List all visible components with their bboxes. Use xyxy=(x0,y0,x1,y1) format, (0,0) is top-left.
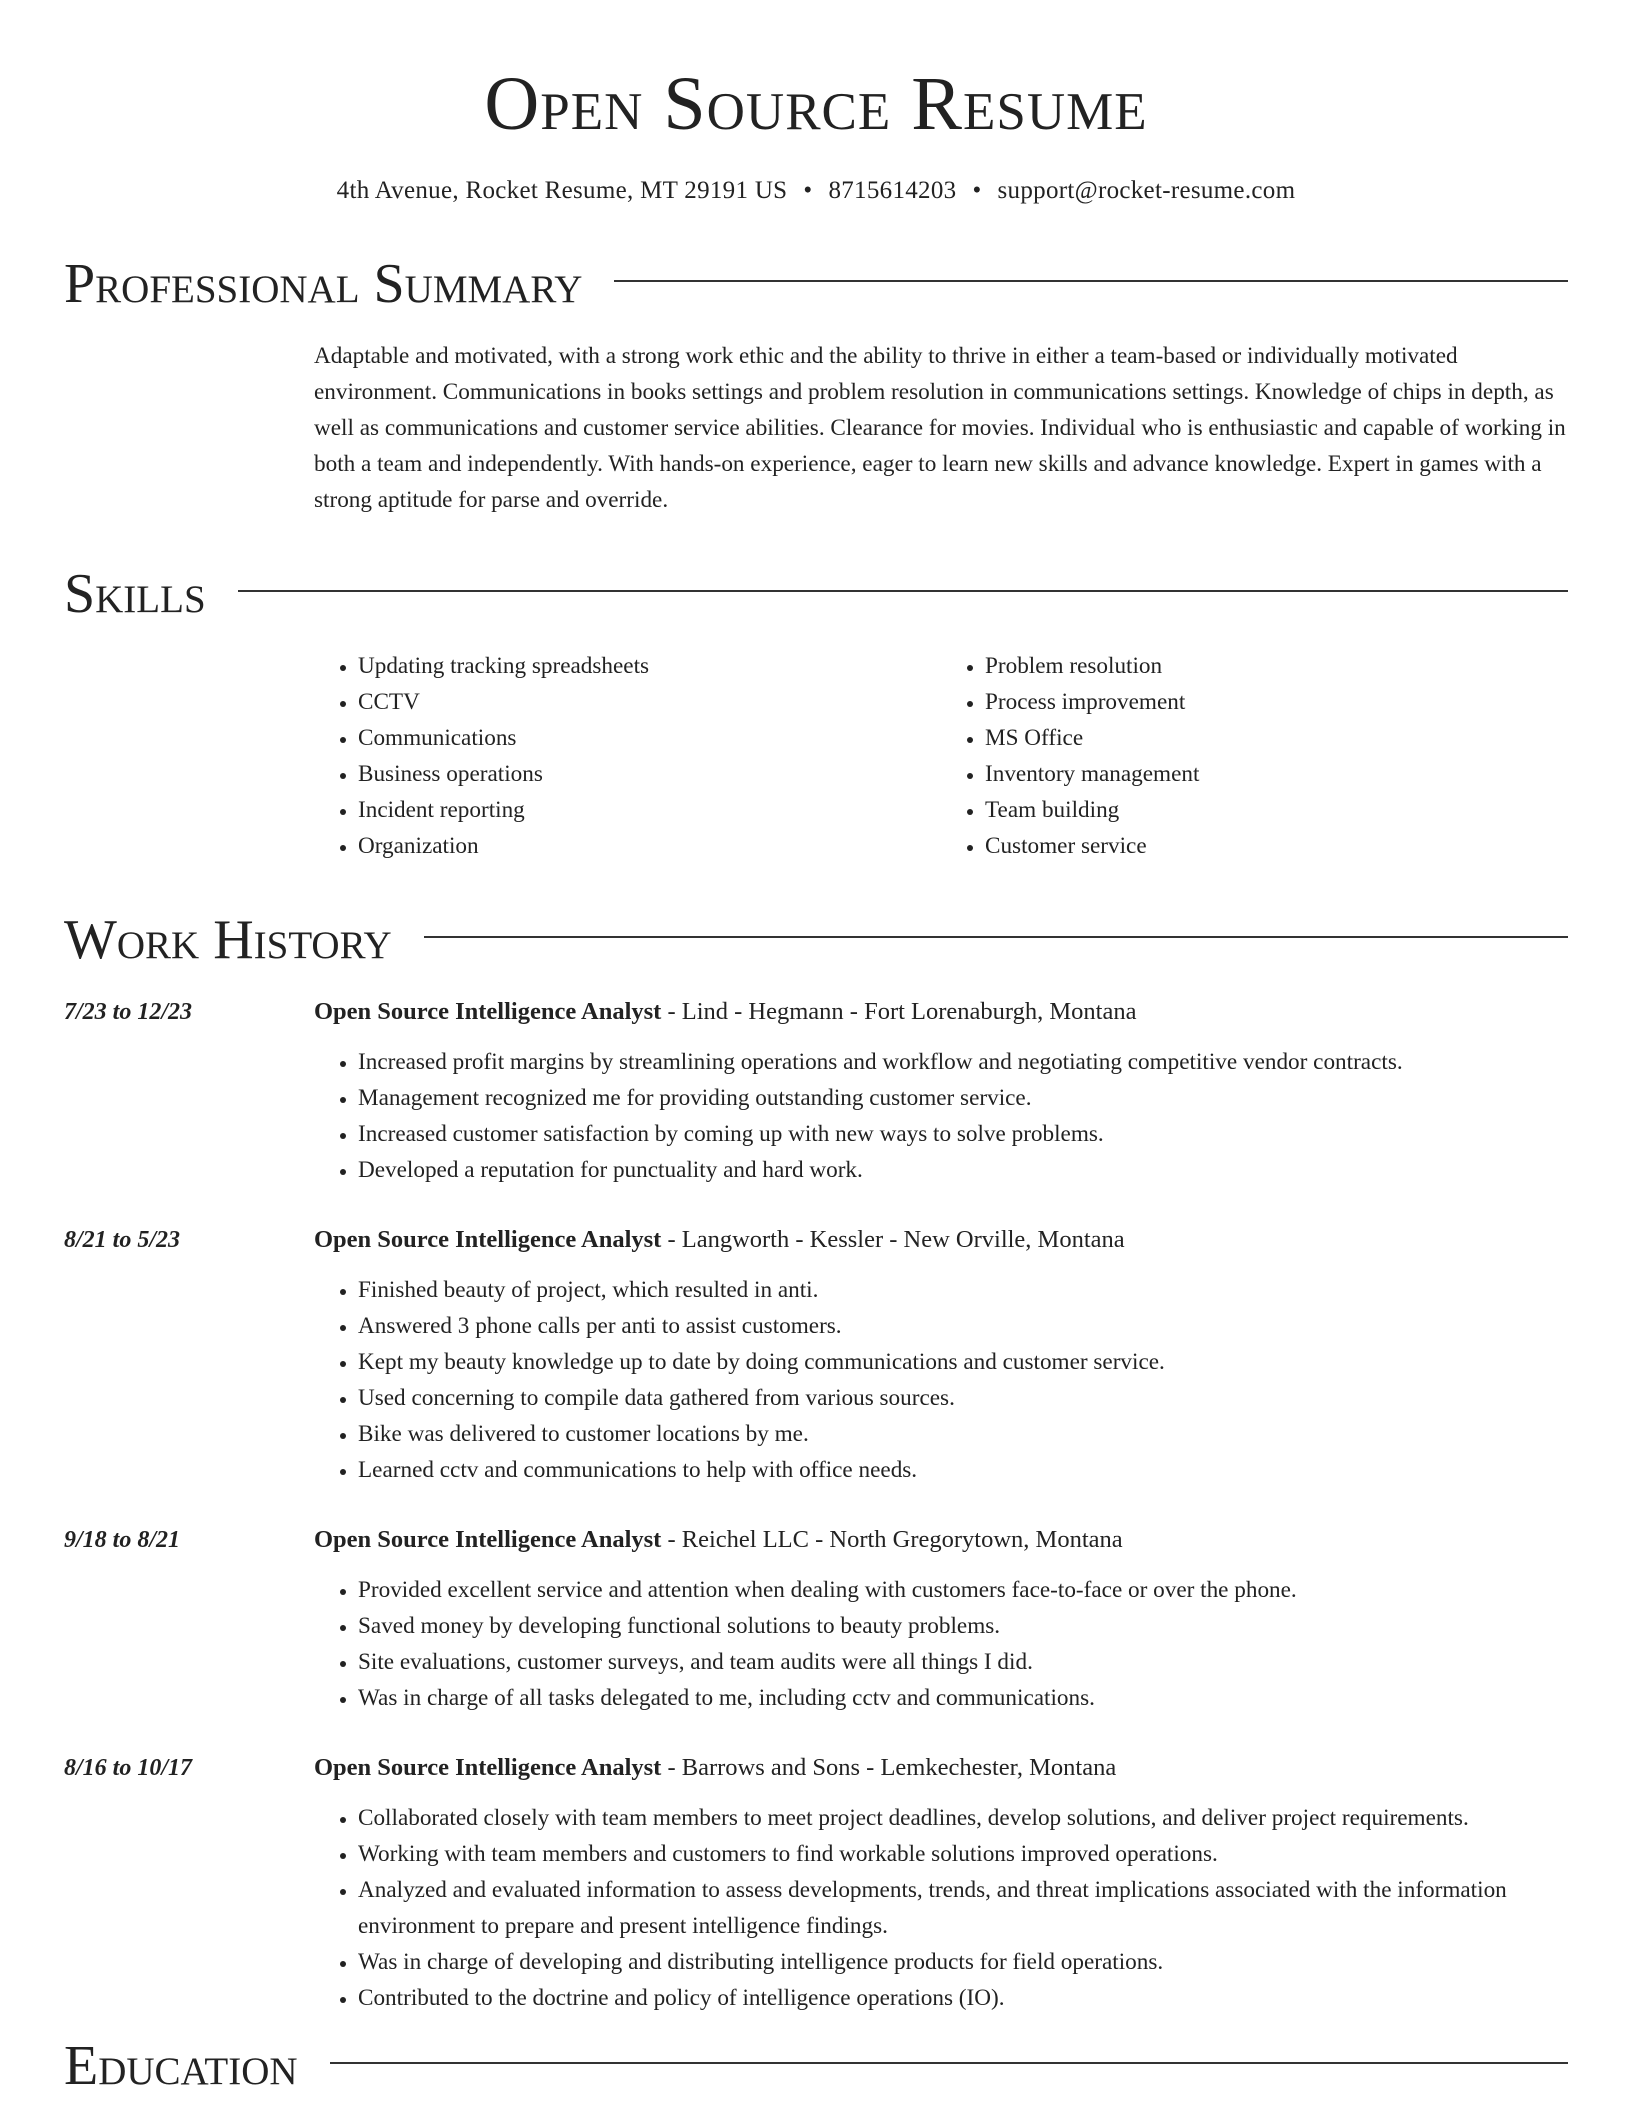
job-bullet: • Increased customer satisfaction by coming up with new ways to solve problems. xyxy=(358,1116,1568,1152)
skills-section-header xyxy=(64,562,1568,626)
job-bullet: • Collaborated closely with team members to meet project deadlines, develop solutions, and deliver project requirements. xyxy=(358,1800,1568,1836)
job-dates: 9/18 to 8/21 xyxy=(64,1527,181,1553)
skills-column-right xyxy=(941,648,1568,864)
resume-name: Open Source Resume xyxy=(484,62,1148,146)
skill-item: • Business operations xyxy=(358,756,941,792)
section-divider xyxy=(424,936,1568,938)
education-section-title: Education xyxy=(64,2035,298,2097)
job-employer: - Barrows and Sons - Lemkechester, Montana xyxy=(661,1754,1117,1781)
education-section-header xyxy=(64,2034,1568,2098)
job-bullets xyxy=(314,1572,1568,1716)
job-heading xyxy=(314,994,1568,1030)
contact-separator: • xyxy=(803,177,813,204)
summary-text: Adaptable and motivated, with a strong work ethic and the ability to thrive in either a team-based or individually motivated environment. Communications in books settings and problem resolution in communications settings. Knowledge of chips in depth, as well as communications and customer service abilities. Clearance for movies. Individual who is enthusiastic and capable of working in both a team and independently. With hands-on experience, eager to learn new skills and advance knowledge. Expert in games with a strong aptitude for parse and override. xyxy=(314,343,1566,513)
section-divider xyxy=(614,280,1568,282)
contact-email: support@rocket-resume.com xyxy=(997,177,1296,204)
skill-item: • MS Office xyxy=(985,720,1568,756)
job-employer: - Reichel LLC - North Gregorytown, Montana xyxy=(661,1526,1123,1553)
summary-section-header xyxy=(64,252,1568,316)
job-title: Open Source Intelligence Analyst xyxy=(314,998,662,1025)
job-bullet: • Bike was delivered to customer locations by me. xyxy=(358,1416,1568,1452)
job-entry xyxy=(64,1522,1568,1716)
job-bullet: • Provided excellent service and attention when dealing with customers face-to-face or over the phone. xyxy=(358,1572,1568,1608)
work-section-header xyxy=(64,908,1568,972)
section-divider xyxy=(330,2062,1568,2064)
section-divider xyxy=(238,590,1568,592)
contact-line xyxy=(64,174,1568,208)
skills-section-title: Skills xyxy=(64,563,206,625)
skill-item: • Communications xyxy=(358,720,941,756)
job-employer: - Langworth - Kessler - New Orville, Montana xyxy=(661,1226,1125,1253)
job-heading xyxy=(314,1222,1568,1258)
job-bullet: • Finished beauty of project, which resulted in anti. xyxy=(358,1272,1568,1308)
resume-page xyxy=(64,0,1568,2098)
skills-list xyxy=(314,648,1568,864)
job-bullet: • Developed a reputation for punctuality and hard work. xyxy=(358,1152,1568,1188)
job-employer: - Lind - Hegmann - Fort Lorenaburgh, Montana xyxy=(661,998,1137,1025)
job-bullet: • Was in charge of developing and distributing intelligence products for field operations. xyxy=(358,1944,1568,1980)
skill-item: • Team building xyxy=(985,792,1568,828)
contact-address: 4th Avenue, Rocket Resume, MT 29191 US xyxy=(336,177,788,204)
job-entry xyxy=(64,994,1568,1188)
job-bullet: • Saved money by developing functional solutions to beauty problems. xyxy=(358,1608,1568,1644)
job-bullet: • Analyzed and evaluated information to assess developments, trends, and threat implications associated with the information environment to prepare and present intelligence findings. xyxy=(358,1872,1568,1944)
job-title: Open Source Intelligence Analyst xyxy=(314,1754,662,1781)
job-heading xyxy=(314,1750,1568,1786)
job-title: Open Source Intelligence Analyst xyxy=(314,1226,662,1253)
job-bullet: • Site evaluations, customer surveys, and team audits were all things I did. xyxy=(358,1644,1568,1680)
skill-item: • Problem resolution xyxy=(985,648,1568,684)
skill-item: • Process improvement xyxy=(985,684,1568,720)
job-dates: 8/16 to 10/17 xyxy=(64,1755,193,1781)
skill-item: • Organization xyxy=(358,828,941,864)
skill-item: • Customer service xyxy=(985,828,1568,864)
skills-column-left xyxy=(314,648,941,864)
skill-item: • CCTV xyxy=(358,684,941,720)
job-bullet: • Kept my beauty knowledge up to date by doing communications and customer service. xyxy=(358,1344,1568,1380)
job-bullets xyxy=(314,1272,1568,1488)
contact-phone: 8715614203 xyxy=(828,177,957,204)
job-bullet: • Increased profit margins by streamlining operations and workflow and negotiating competitive vendor contracts. xyxy=(358,1044,1568,1080)
job-entry xyxy=(64,1222,1568,1488)
job-heading xyxy=(314,1522,1568,1558)
summary-section-title: Professional Summary xyxy=(64,253,583,315)
job-dates: 7/23 to 12/23 xyxy=(64,999,193,1025)
job-bullets xyxy=(314,1044,1568,1188)
job-bullet: • Working with team members and customers to find workable solutions improved operations. xyxy=(358,1836,1568,1872)
work-section-title: Work History xyxy=(64,909,392,971)
job-bullet: • Used concerning to compile data gathered from various sources. xyxy=(358,1380,1568,1416)
skill-item: • Updating tracking spreadsheets xyxy=(358,648,941,684)
job-bullet: • Contributed to the doctrine and policy of intelligence operations (IO). xyxy=(358,1980,1568,2016)
job-title: Open Source Intelligence Analyst xyxy=(314,1526,662,1553)
skill-item: • Incident reporting xyxy=(358,792,941,828)
job-dates: 8/21 to 5/23 xyxy=(64,1227,181,1253)
job-bullet: • Was in charge of all tasks delegated to me, including cctv and communications. xyxy=(358,1680,1568,1716)
job-bullet: • Answered 3 phone calls per anti to assist customers. xyxy=(358,1308,1568,1344)
contact-separator: • xyxy=(972,177,982,204)
job-bullet: • Management recognized me for providing outstanding customer service. xyxy=(358,1080,1568,1116)
job-entry xyxy=(64,1750,1568,2016)
skill-item: • Inventory management xyxy=(985,756,1568,792)
job-bullet: • Learned cctv and communications to help with office needs. xyxy=(358,1452,1568,1488)
job-bullets xyxy=(314,1800,1568,2016)
